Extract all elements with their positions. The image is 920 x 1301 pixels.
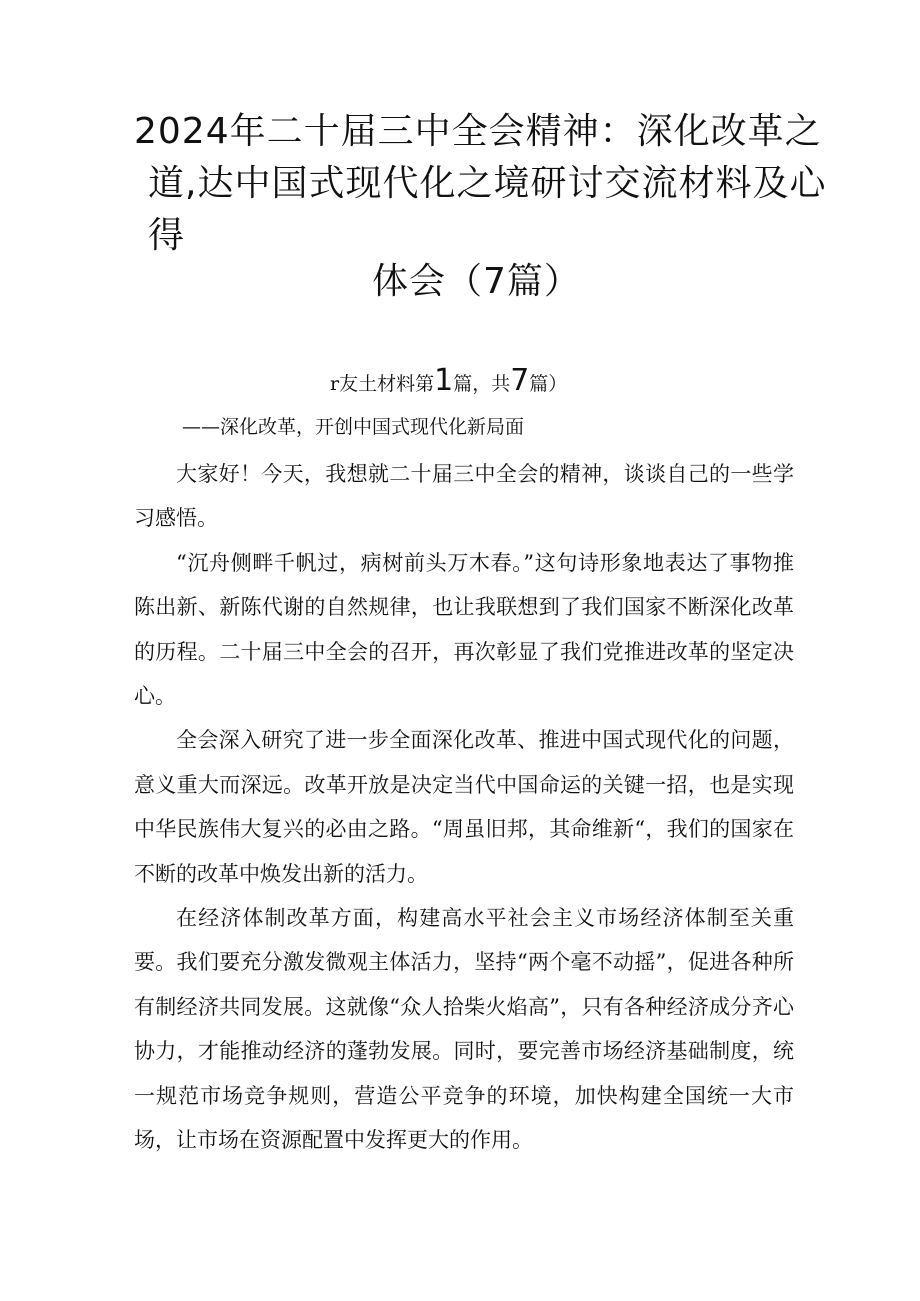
- title-line-3: 得: [148, 215, 186, 256]
- paragraph: 全会深入研究了进一步全面深化改革、推进中国式现代化的问题，意义重大而深远。改革开放是决定当代中国命运的关键一招，也是实现中华民族伟大复兴的必由之路。“周虽旧邦，其命维新“，我们的国家在不断的改革中焕发出新的活力。: [134, 728, 794, 886]
- section-number: 1: [434, 363, 454, 398]
- paragraph: “沉舟侧畔千帆过，病树前头万木春。”这句诗形象地表达了事物推陈出新、新陈代谢的自然规律，也让我联想到了我们国家不断深化改革的历程。二十届三中全会的召开，再次彰显了我们党推进改革的坚定决心。: [134, 550, 794, 709]
- body-text: [134, 452, 794, 1163]
- paragraph: 在经济体制改革方面，构建高水平社会主义市场经济体制至关重要。我们要充分激发微观主体活力，坚持“两个毫不动摇”，促进各种所有制经济共同发展。这就像“众人拾柴火焰高”，只有各种经济成分齐心协力，才能推动经济的蓬勃发展。同时，要完善市场经济基础制度，统一规范市场竞争规则，营造公平竞争的环境，加快构建全国统一大市场，让市场在资源配置中发挥更大的作用。: [134, 906, 794, 1153]
- title-line-4: 体会（7篇）: [372, 261, 581, 302]
- title-line-1: 2024年二十届三中全会精神：深化改革之: [134, 111, 822, 152]
- subtitle: ——深化改革，开创中国式现代化新局面: [182, 416, 525, 438]
- section-mid: 篇，共: [453, 373, 511, 395]
- section-heading: [330, 364, 567, 401]
- title-line-2: 道,达中国式现代化之境研讨交流材料及心: [148, 163, 827, 204]
- section-prefix: r友土材料第: [330, 373, 435, 395]
- paragraph: 大家好！今天，我想就二十届三中全会的精神，谈谈自己的一些学习感悟。: [134, 462, 794, 531]
- section-total: 7: [510, 363, 530, 398]
- section-suffix: 篇）: [529, 373, 568, 395]
